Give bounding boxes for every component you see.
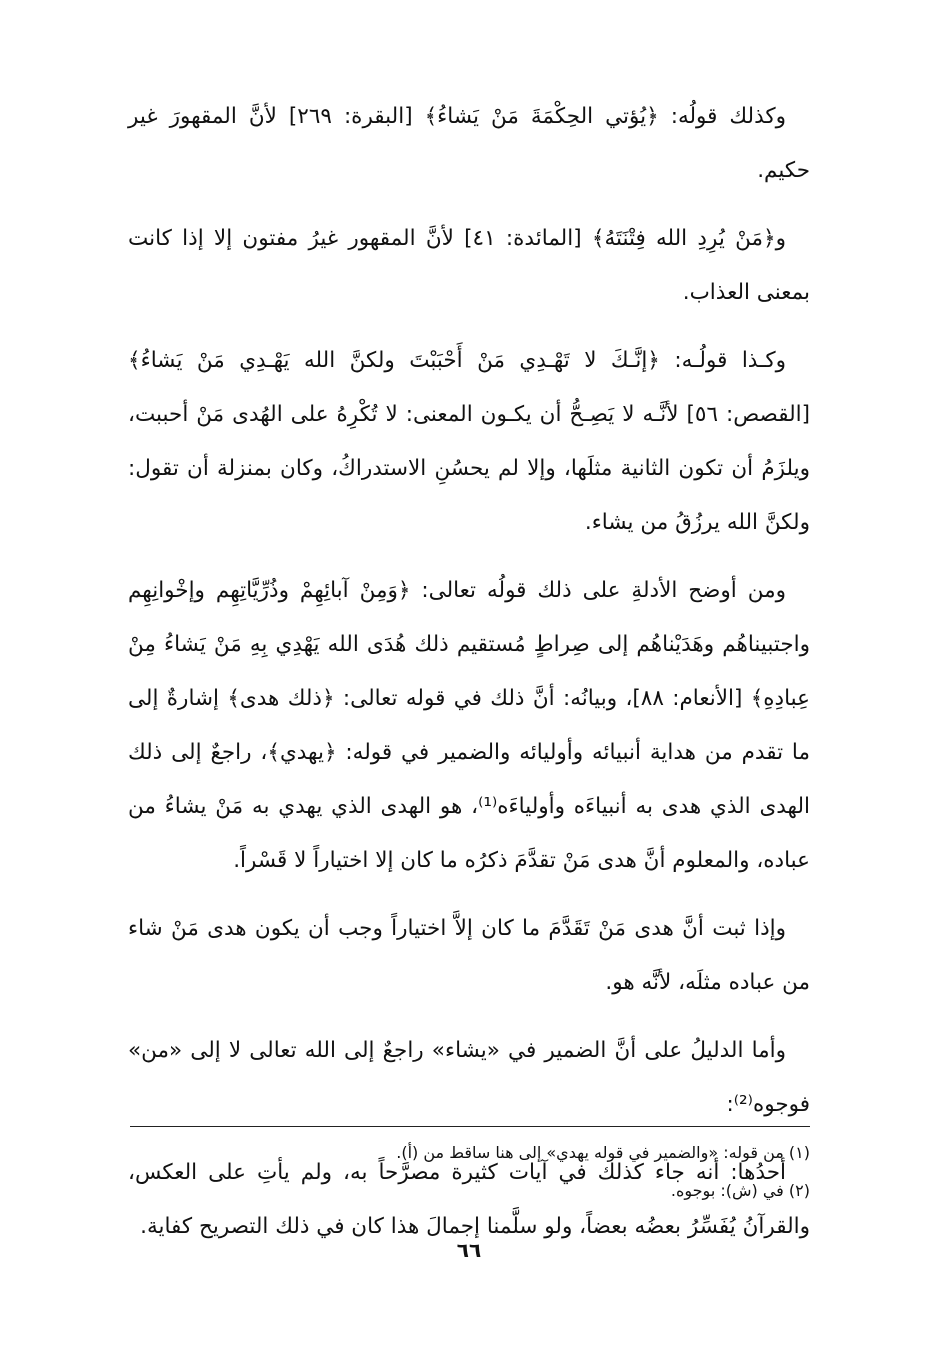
footnote-2: (٢) في (ش): بوجوه. — [670, 1181, 810, 1200]
paragraph-2: و﴿مَنْ يُرِدِ الله فِتْنَتَهُ﴾ [المائدة: ٤١] لأنَّ المقهور غيرُ مفتون إلا إذا كانت بمعنى العذاب. — [128, 226, 810, 305]
main-text — [128, 90, 810, 1268]
paragraph-7: أحدُها: أنه جاء كذلك في آيات كثيرة مصرَّحاً به، ولم يأتِ على العكس، والقرآنُ يُفَسِّرُ بعضُه بعضاً، ولو سلَّمنا إجمالَ هذا كان في ذلك التصريح كفاية. — [128, 1160, 810, 1239]
footnotes — [128, 1134, 810, 1210]
page-number: ٦٦ — [456, 1238, 482, 1262]
paragraph-1: وكذلك قولُه: ﴿يُؤتي الحِكْمَةَ مَنْ يَشاءُ﴾ [البقرة: ٢٦٩] لأنَّ المقهورَ غير حكيم. — [128, 104, 810, 183]
paragraph-4: ومن أوضح الأدلةِ على ذلك قولُه تعالى: ﴿وَمِنْ آبائِهِمْ وذُرِّيَّاتِهِم وإخْوانِهِم واجتبيناهُم وهَدَيْناهُم إلى صِراطٍ مُستقيم ذلك هُدَى الله يَهْدِي بِهِ مَنْ يَشاءُ مِنْ عِبادِهِ﴾ [الأنعام: ٨٨]، وبيانُه: أنَّ ذلك في قوله تعالى: ﴿ذلك هدى﴾ إشارةٌ إلى ما تقدم من هداية أنبيائه وأوليائه والضمير في قوله: ﴿يهدي﴾، راجعٌ إلى ذلك الهدى الذي هدى به أنبياءَه وأولياءَه⁽¹⁾، هو الهدى الذي يهدي به مَنْ يشاءُ من عباده، والمعلوم أنَّ هدى مَنْ تقدَّمَ ذكرُه ما كان إلا اختياراً لا قَسْراً. — [128, 578, 810, 873]
paragraph-6: وأما الدليلُ على أنَّ الضمير في «يشاء» راجعٌ إلى الله تعالى لا إلى «من» فوجوه⁽²⁾: — [128, 1038, 810, 1117]
paragraph-5: وإذا ثبت أنَّ هدى مَنْ تَقَدَّمَ ما كان إلاَّ اختياراً وجب أن يكون هدى مَنْ شاء من عباده مثلَه، لأنَّه هو. — [128, 916, 810, 995]
footnote-divider — [130, 1126, 810, 1127]
paragraph-3: وكـذا قولُـه: ﴿إنَّـكَ لا تَهْـدِي مَنْ أَحْبَبْتَ ولكنَّ الله يَهْـدِي مَنْ يَشاءُ﴾ [القصص: ٥٦] لأنَّـه لا يَصِـحُّ أن يكـون المعنى: لا تُكْرِهُ على الهُدى مَنْ أحببت، ويلزَمُ أن تكون الثانية مثلَها، وإلا لم يحسُنِ الاستدراكُ، وكان بمنزلة أن تقول: ولكنَّ الله يرزُقُ من يشاء. — [128, 348, 810, 535]
footnote-1: (١) من قوله: «والضمير في قوله يهدي» إلى هنا ساقط من (أ). — [396, 1143, 810, 1162]
